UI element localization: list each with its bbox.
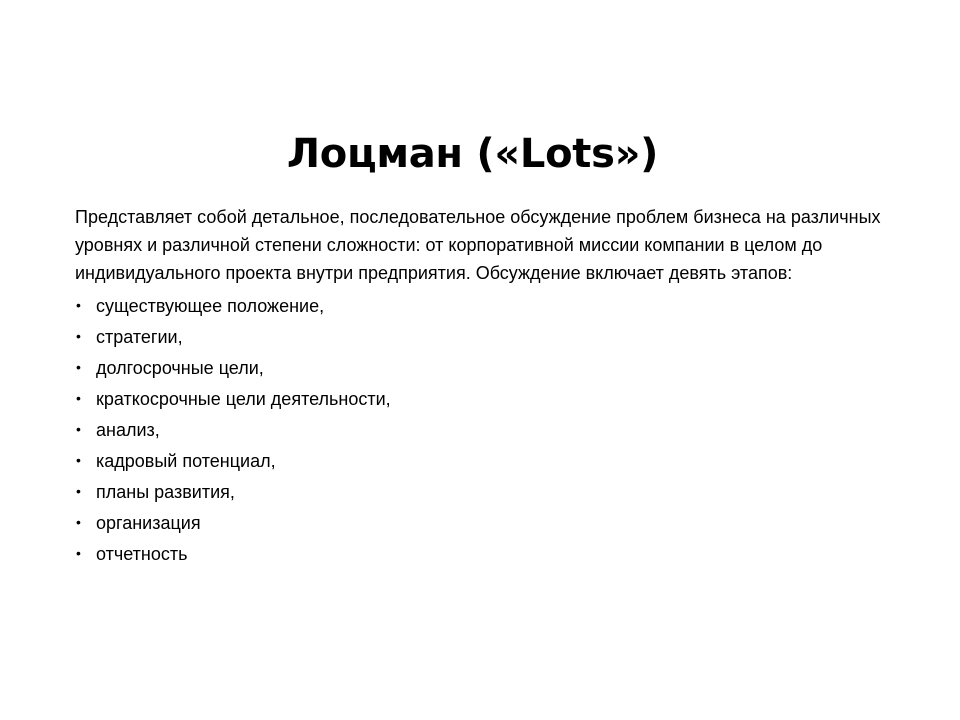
bullet-icon: • [76,545,81,561]
list-item-text: существующее положение, [96,296,325,316]
bullet-icon: • [76,421,81,437]
slide-title: Лоцман («Lots») [286,131,659,177]
list-item-text: анализ, [96,420,160,440]
stage-list [75,291,905,570]
list-item-text: планы развития, [96,482,235,502]
bullet-icon: • [76,483,81,499]
list-item [75,415,905,446]
list-item [75,446,905,477]
bullet-icon: • [76,390,81,406]
list-item [75,539,905,570]
list-item [75,508,905,539]
list-item-text: организация [96,513,201,533]
list-item [75,291,905,322]
list-item [75,353,905,384]
list-item [75,322,905,353]
intro-paragraph: Представляет собой детальное, последовательное обсуждение проблем бизнеса на различных уровнях и различной степени сложности: от корпоративной миссии компании в целом до индивидуального проекта внутри предприятия. Обсуждение включает девять этапов: [75,207,881,283]
list-item-text: долгосрочные цели, [96,358,264,378]
bullet-icon: • [76,514,81,530]
bullet-icon: • [76,297,81,313]
list-item-text: кадровый потенциал, [96,451,276,471]
list-item-text: краткосрочные цели деятельности, [96,389,391,409]
list-item [75,384,905,415]
bullet-icon: • [76,328,81,344]
list-item-text: отчетность [96,544,188,564]
list-item-text: стратегии, [96,327,183,347]
bullet-icon: • [76,452,81,468]
list-item [75,477,905,508]
bullet-icon: • [76,359,81,375]
slide-body [75,203,905,570]
